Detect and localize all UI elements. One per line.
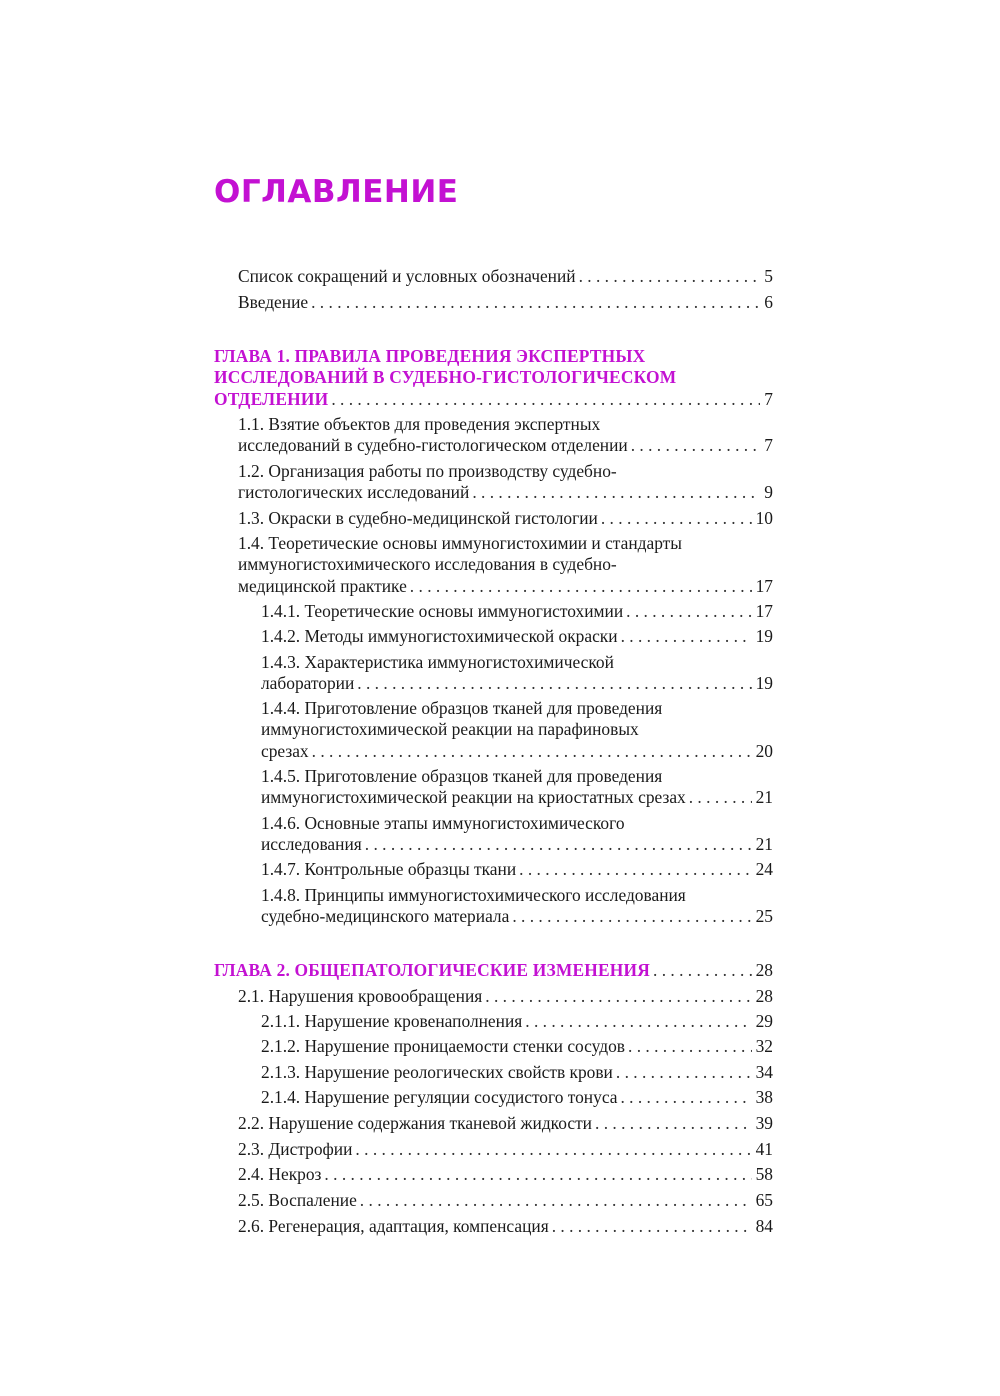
page-title: ОГЛАВЛЕНИЕ [214,174,459,210]
page-number: 5 [764,266,773,286]
page-number: 20 [755,740,773,761]
page-number: 19 [755,673,773,694]
page-number: 6 [764,292,773,312]
entry-title-line: 1.4.8. Принципы иммуногистохимического исследования [261,885,686,905]
dot-leader [519,859,751,880]
dot-leader [620,1087,751,1108]
toc-entry-1-4-3[interactable] [261,652,773,695]
entry-title: 1.4.2. Методы иммуногистохимической окраски [261,626,618,646]
entry-title: медицинской практике [238,575,407,596]
dot-leader [357,673,751,694]
page-number: 39 [755,1113,773,1133]
entry-title: 2.1.3. Нарушение реологических свойств крови [261,1062,613,1082]
toc-entry-1-4-4[interactable] [261,698,773,762]
entry-title: исследований в судебно-гистологическом отделении [238,435,628,456]
entry-title: 1.3. Окраски в судебно-медицинской гистологии [238,508,598,528]
dot-leader [365,834,752,855]
page-number: 28 [755,986,773,1006]
dot-leader [360,1190,752,1211]
dot-leader [689,787,752,808]
entry-title: судебно-медицинского материала [261,906,510,927]
entry-title-line: иммуногистохимического исследования в судебно- [238,554,617,575]
page-number: 7 [764,388,773,409]
entry-title-line: 1.4.4. Приготовление образцов тканей для проведения [261,698,663,718]
page-number: 17 [755,601,773,621]
page-number: 34 [755,1062,773,1082]
page-number: 25 [755,906,773,927]
dot-leader [595,1113,752,1134]
toc-chapter-1[interactable] [214,346,773,410]
page-number: 21 [755,834,773,855]
dot-leader [628,1036,752,1057]
page-number: 84 [755,1216,773,1236]
dot-leader [601,508,752,529]
page-number: 29 [755,1011,773,1031]
entry-title: 1.4.7. Контрольные образцы ткани [261,859,517,879]
dot-leader [579,266,761,287]
toc-entry-1-4-1[interactable] [261,601,773,622]
dot-leader [621,626,752,647]
entry-title: ОТДЕЛЕНИИ [214,388,329,409]
dot-leader [410,576,752,597]
toc-entry-1-4[interactable] [238,533,773,597]
page-number: 21 [755,787,773,808]
toc-entry-2-4[interactable] [238,1164,773,1185]
entry-title: срезах [261,740,309,761]
entry-title: ГЛАВА 2. ОБЩЕПАТОЛОГИЧЕСКИЕ ИЗМЕНЕНИЯ [214,960,651,980]
entry-title-line: ГЛАВА 1. ПРАВИЛА ПРОВЕДЕНИЯ ЭКСПЕРТНЫХ [214,346,646,366]
page-number: 7 [764,435,773,456]
entry-title: иммуногистохимической реакции на криостатных срезах [261,787,686,808]
entry-title: 2.1.4. Нарушение регуляции сосудистого тонуса [261,1087,618,1107]
entry-title: 2.1.1. Нарушение кровенаполнения [261,1011,523,1031]
entry-title-line: 1.4.6. Основные этапы иммуногистохимического [261,813,625,833]
toc-entry-introduction[interactable] [238,292,773,313]
toc-entry-2-3[interactable] [238,1139,773,1160]
dot-leader [631,435,761,456]
page-number: 41 [755,1139,773,1159]
dot-leader [324,1164,751,1185]
entry-title: гистологических исследований [238,482,470,503]
toc-entry-1-4-2[interactable] [261,626,773,647]
dot-leader [512,906,751,927]
toc-entry-1-2[interactable] [238,461,773,504]
entry-title-line: 1.4.5. Приготовление образцов тканей для проведения [261,766,663,786]
toc-entry-1-4-8[interactable] [261,885,773,928]
page-number: 19 [755,626,773,646]
entry-title: 2.1. Нарушения кровообращения [238,986,483,1006]
dot-leader [525,1011,751,1032]
entry-title: 1.4.1. Теоретические основы иммуногистохимии [261,601,624,621]
entry-title: исследования [261,834,362,855]
entry-title-line: 1.4.3. Характеристика иммуногистохимической [261,652,614,672]
page-number: 9 [764,482,773,503]
dot-leader [472,482,760,503]
toc-entry-2-1-1[interactable] [261,1011,773,1032]
toc-entry-2-5[interactable] [238,1190,773,1211]
page-number: 32 [755,1036,773,1056]
dot-leader [485,986,751,1007]
entry-title: 2.4. Некроз [238,1164,322,1184]
entry-title: лаборатории [261,673,355,694]
page-number: 17 [755,575,773,596]
entry-title: Список сокращений и условных обозначений [238,266,576,286]
toc-entry-2-6[interactable] [238,1216,773,1237]
dot-leader [331,389,760,410]
toc-entry-2-1-2[interactable] [261,1036,773,1057]
dot-leader [626,601,751,622]
dot-leader [616,1062,752,1083]
toc-entry-2-2[interactable] [238,1113,773,1134]
page-number: 38 [755,1087,773,1107]
dot-leader [311,292,760,313]
dot-leader [355,1139,751,1160]
toc-chapter-2[interactable] [214,960,773,981]
toc-entry-1-3[interactable] [238,508,773,529]
toc-entry-1-4-5[interactable] [261,766,773,809]
dot-leader [653,960,752,981]
toc-entry-2-1-3[interactable] [261,1062,773,1083]
entry-title: 2.3. Дистрофии [238,1139,353,1159]
page-number: 10 [755,508,773,528]
entry-title: 2.1.2. Нарушение проницаемости стенки сосудов [261,1036,626,1056]
page-number: 65 [755,1190,773,1210]
page-number: 24 [755,859,773,879]
toc-entry-abbreviations[interactable] [238,266,773,287]
toc-entry-1-4-7[interactable] [261,859,773,880]
page-number: 58 [755,1164,773,1184]
entry-title-line: 1.4. Теоретические основы иммуногистохимии и стандарты [238,533,682,553]
page-number: 28 [755,960,773,980]
entry-title: Введение [238,292,309,312]
entry-title-line: иммуногистохимической реакции на парафиновых [261,719,639,740]
toc-entry-2-1-4[interactable] [261,1087,773,1108]
entry-title-line: ИССЛЕДОВАНИЙ В СУДЕБНО-ГИСТОЛОГИЧЕСКОМ [214,367,677,388]
entry-title-line: 1.1. Взятие объектов для проведения экспертных [238,414,601,434]
entry-title: 2.2. Нарушение содержания тканевой жидкости [238,1113,592,1133]
toc-entry-1-4-6[interactable] [261,813,773,856]
entry-title: 2.5. Воспаление [238,1190,357,1210]
dot-leader [552,1216,752,1237]
entry-title: 2.6. Регенерация, адаптация, компенсация [238,1216,549,1236]
toc-entry-2-1[interactable] [238,986,773,1007]
toc-entry-1-1[interactable] [238,414,773,457]
dot-leader [312,741,752,762]
entry-title-line: 1.2. Организация работы по производству судебно- [238,461,617,481]
